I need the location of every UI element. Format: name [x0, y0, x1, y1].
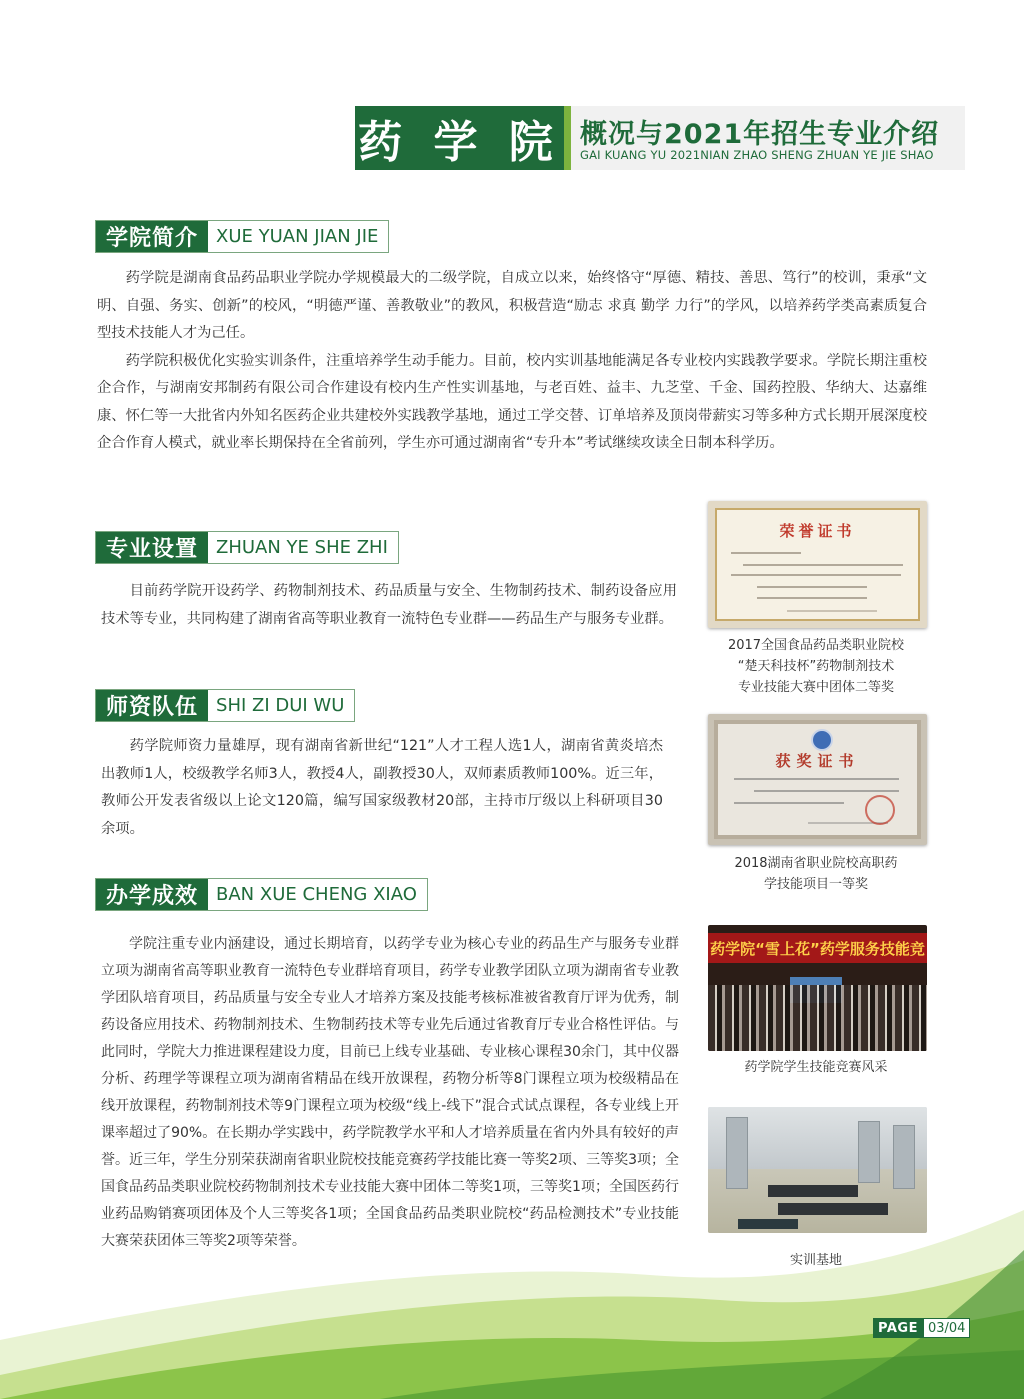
section-label-pinyin: ZHUAN YE SHE ZHI — [216, 537, 388, 558]
seal-icon — [865, 795, 895, 825]
group-of-students — [708, 985, 927, 1051]
header-title: 概况与2021年招生专业介绍 — [580, 119, 940, 150]
header-main-title: 药 学 院 — [355, 106, 564, 170]
figure-caption: 药学院学生技能竞赛风采 — [744, 1060, 888, 1075]
section-label-pinyin: SHI ZI DUI WU — [216, 695, 345, 716]
section-label-pinyin: XUE YUAN JIAN JIE — [216, 226, 379, 247]
paragraph: 目前药学院开设药学、药物制剂技术、药品质量与安全、生物制药技术、制药设备应用技术等专业，共同构建了湖南省高等职业教育一流特色专业群——药品生产与服务专业群。 — [101, 583, 677, 627]
achievements-text — [101, 931, 679, 1255]
paragraph: 学院注重专业内涵建设，通过长期培育，以药学专业为核心专业的药品生产与服务专业群立项为湖南省高等职业教育一流特色专业群培育项目，药学专业教学团队立项为湖南省专业教学团队培育项目，药品质量与安全专业人才培养方案及技能考核标准被省教育厅评为优秀，制药设备应用技术、药物制剂技术、生物制药技术等专业先后通过省教育厅专业合格性评估。与此同时，学院大力推进课程建设力度，目前已上线专业基础、专业核心课程30余门，其中仪器分析、药理学等课程立项为湖南省精品在线开放课程，药物分析等8门课程立项为校级精品在线开放课程，药物制剂技术等9门课程立项为校级“线上-线下”混合式试点课程，各专业线上开课率超过了90%。在长期办学实践中，药学院教学水平和人才培养质量在省内外具有较好的声誉。近三年，学生分别荣获湖南省职业院校技能竞赛药学技能比赛一等奖2项、三等奖3项；全国食品药品类职业院校药物制剂技术专业技能大赛中团体二等奖1项，三等奖1项；全国医药行业药品购销赛项团体及个人三等奖各1项；全国食品药品类职业院校“药品检测技术”专业技能大赛荣获团体三等奖2项等荣誉。 — [101, 936, 679, 1249]
section-label-faculty — [95, 689, 355, 722]
page-number: 03/04 — [923, 1318, 970, 1338]
award-certificate-image — [708, 714, 927, 845]
page-label: PAGE — [873, 1318, 923, 1338]
intro-text — [97, 265, 927, 458]
paragraph: 药学院师资力量雄厚，现有湖南省新世纪“121”人才工程人选1人，湖南省黄炎培杰出教师1人，校级教学名师3人，教授4人，副教授30人，双师素质教师100%。近三年，教师公开发表省级以上论文120篇，编写国家级教材20部，主持市厅级以上科研项目30余项。 — [101, 738, 663, 837]
competition-photo — [708, 925, 927, 1051]
certificate-title: 获奖证书 — [775, 752, 860, 770]
certificate-title: 荣誉证书 — [779, 522, 856, 540]
photo-banner — [708, 933, 927, 963]
training-base-photo — [708, 1107, 927, 1233]
paragraph: 药学院是湖南食品药品职业学院办学规模最大的二级学院，自成立以来，始终恪守“厚德、精技、善思、笃行”的校训，秉承“文明、自强、务实、创新”的校风，“明德严谨、善教敬业”的教风，积极营造“励志 求真 勤学 力行”的学风，以培养药学类高素质复合型技术技能人才为己任。 — [97, 270, 927, 341]
majors-text — [101, 578, 677, 633]
section-label-majors — [95, 531, 399, 564]
header-accent-line — [564, 106, 571, 170]
figure-caption: 实训基地 — [789, 1253, 842, 1268]
faculty-text — [101, 733, 663, 843]
page-indicator — [873, 1318, 970, 1338]
figure-caption: 2018湖南省职业院校高职药 学技能项目一等奖 — [734, 856, 898, 892]
section-label-zh: 办学成效 — [96, 879, 208, 910]
section-label-zh: 学院简介 — [96, 221, 208, 252]
honor-certificate-image — [708, 501, 927, 628]
section-label-pinyin: BAN XUE CHENG XIAO — [216, 884, 417, 905]
emblem-icon — [811, 729, 833, 751]
header-subtitle-pinyin: GAI KUANG YU 2021NIAN ZHAO SHENG ZHUAN YE JIE SHAO — [580, 148, 934, 162]
section-label-zh: 师资队伍 — [96, 690, 208, 721]
paragraph: 药学院积极优化实验实训条件，注重培养学生动手能力。目前，校内实训基地能满足各专业校内实践教学要求。学院长期注重校企合作，与湖南安邦制药有限公司合作建设有校内生产性实训基地，与老百姓、益丰、九芝堂、千金、国药控股、华纳大、达嘉维康、怀仁等一大批省内外知名医药企业共建校外实践教学基地，通过工学交替、订单培养及顶岗带薪实习等多种方式长期开展深度校企合作育人模式，就业率长期保持在全省前列，学生亦可通过湖南省“专升本”考试继续攻读全日制本科学历。 — [97, 352, 927, 451]
banner-text: 药学院“雪上花”药学服务技能竞 — [710, 940, 925, 958]
section-label-zh: 专业设置 — [96, 532, 208, 563]
figure-caption: 2017全国食品药品类职业院校 “楚天科技杯”药物制剂技术 专业技能大赛中团体二等奖 — [727, 638, 905, 695]
section-label-intro — [95, 220, 389, 253]
section-label-achievements — [95, 878, 428, 911]
